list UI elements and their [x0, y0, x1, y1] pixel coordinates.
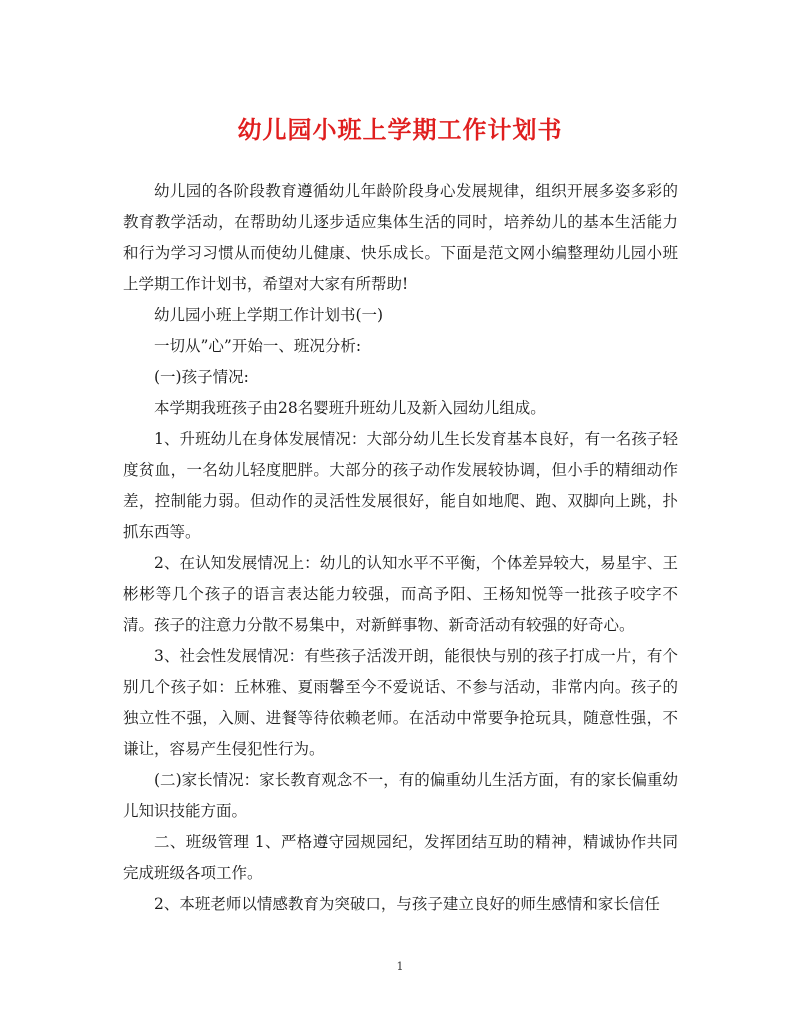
paragraph-cognitive-development: 2、在认知发展情况上：幼儿的认知水平不平衡，个体差异较大，易星宇、王彬彬等几个孩子的语言表达能力较强，而高予阳、王杨知悦等一批孩子咬字不清。孩子的注意力分散不易集中，对新鲜事物、新奇活动有较强的好奇心。 — [123, 554, 678, 634]
paragraph-class-composition: 本学期我班孩子由28名婴班升班幼儿及新入园幼儿组成。 — [154, 399, 546, 417]
paragraph-plan-heading: 幼儿园小班上学期工作计划书(一) — [154, 306, 384, 324]
paragraph-teacher-approach: 2、本班老师以情感教育为突破口，与孩子建立良好的师生感情和家长信任 — [154, 895, 660, 913]
paragraph-social-development: 3、社会性发展情况：有些孩子活泼开朗，能很快与别的孩子打成一片，有个别几个孩子如：丘林雅、夏雨馨至今不爱说话、不参与活动，非常内向。孩子的独立性不强，入厕、进餐等待依赖老师。在活动中常要争抢玩具，随意性强，不谦让，容易产生侵犯性行为。 — [123, 647, 678, 758]
page-number: 1 — [396, 960, 404, 973]
paragraph-class-management: 二、班级管理 1、严格遵守园规园纪，发挥团结互助的精神，精诚协作共同完成班级各项工作。 — [123, 833, 678, 882]
paragraph-physical-development: 1、升班幼儿在身体发展情况：大部分幼儿生长发育基本良好，有一名孩子轻度贫血，一名幼儿轻度肥胖。大部分的孩子动作发展较协调，但小手的精细动作差，控制能力弱。但动作的灵活性发展很好，能自如地爬、跑、双脚向上跳，扑抓东西等。 — [123, 430, 678, 541]
document-body — [123, 176, 678, 920]
paragraph-children-heading: (一)孩子情况: — [154, 368, 249, 386]
paragraph-section-heading: 一切从”心”开始一、班况分析: — [154, 337, 362, 355]
document-title: 幼儿园小班上学期工作计划书 — [237, 115, 563, 144]
paragraph-parents: (二)家长情况：家长教育观念不一，有的偏重幼儿生活方面，有的家长偏重幼儿知识技能方面。 — [123, 771, 678, 820]
paragraph-intro: 幼儿园的各阶段教育遵循幼儿年龄阶段身心发展规律，组织开展多姿多彩的教育教学活动，在帮助幼儿逐步适应集体生活的同时，培养幼儿的基本生活能力和行为学习习惯从而使幼儿健康、快乐成长。下面是范文网小编整理幼儿园小班上学期工作计划书，希望对大家有所帮助! — [123, 182, 678, 293]
